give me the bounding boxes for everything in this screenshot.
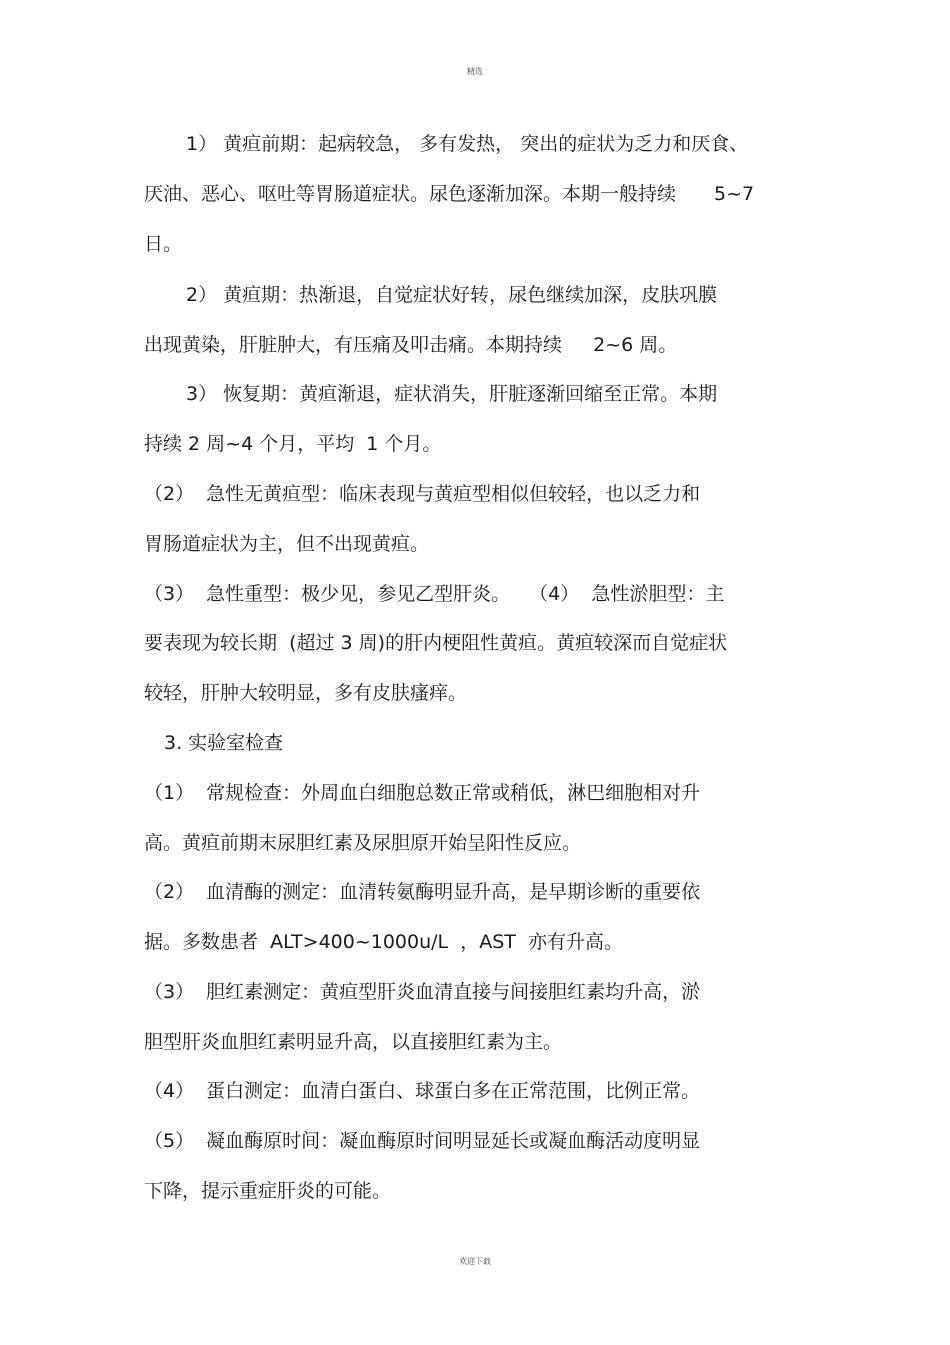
text-line: 胆型肝炎血胆红素明显升高，以直接胆红素为主。 [144,1031,563,1053]
text-line: 要表现为较长期 (超过 3 周)的肝内梗阻性黄疸。黄疸较深而自觉症状 [144,632,728,654]
text-line: （4） 蛋白测定：血清白蛋白、球蛋白多在正常范围，比例正常。 [144,1080,701,1102]
text-line: （2） 急性无黄疸型：临床表现与黄疸型相似但较轻，也以乏力和 [144,483,701,505]
text-line: 较轻，肝肿大较明显，多有皮肤瘙痒。 [144,682,468,704]
text-line: 厌油、恶心、呕吐等胃肠道症状。尿色逐渐加深。本期一般持续 5~7 [144,183,755,205]
text-line: 2） 黄疸期：热渐退，自觉症状好转，尿色继续加深，皮肤巩膜 [186,284,718,306]
section-heading: 3. 实验室检查 [164,732,284,754]
text-line: （3） 胆红素测定：黄疸型肝炎血清直接与间接胆红素均升高，淤 [144,981,701,1003]
text-line: （2） 血清酶的测定：血清转氨酶明显升高，是早期诊断的重要依 [144,881,701,903]
text-line: 持续 2 周~4 个月，平均 1 个月。 [144,433,442,455]
text-line: （5） 凝血酶原时间：凝血酶原时间明显延长或凝血酶活动度明显 [144,1130,701,1152]
text-line: 出现黄染，肝脏肿大，有压痛及叩击痛。本期持续 2~6 周。 [144,334,678,356]
text-line: （1） 常规检查：外周血白细胞总数正常或稍低，淋巴细胞相对升 [144,782,701,804]
text-line: 1） 黄疸前期：起病较急， 多有发热， 突出的症状为乏力和厌食、 [186,133,749,155]
text-line: 3） 恢复期：黄疸渐退，症状消失，肝脏逐渐回缩至正常。本期 [186,383,718,405]
text-line: （3） 急性重型：极少见，参见乙型肝炎。 （4） 急性淤胆型：主 [144,583,725,605]
page-footer: 欢迎下载 [459,1257,491,1266]
text-line: 日。 [144,233,183,255]
text-line: 高。黄疸前期末尿胆红素及尿胆原开始呈阳性反应。 [144,832,582,854]
text-line: 胃肠道症状为主，但不出现黄疸。 [144,533,430,555]
page-header: 精选 [467,67,483,76]
text-line: 下降，提示重症肝炎的可能。 [144,1180,392,1202]
text-line: 据。多数患者 ALT>400~1000u/L ，AST 亦有升高。 [144,931,623,953]
